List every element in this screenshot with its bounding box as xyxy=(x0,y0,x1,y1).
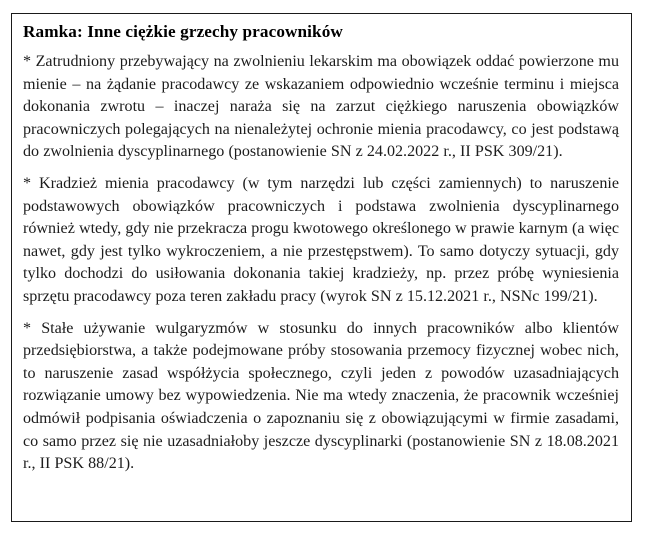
callout-paragraph: * Stałe używanie wulgaryzmów w stosunku do innych pracowników albo klientów przedsiębiorstwa, a także podejmowane próby stosowania przemocy fizycznej wobec nich, to naruszenie zasad współżycia społecznego, czyli jeden z powodów uzasadniających rozwiązanie umowy bez wypowiedzenia. Nie ma wtedy znaczenia, że pracownik wcześniej odmówił podpisania oświadczenia o zapoznaniu się z obowiązującymi w firmie zasadami, co samo przez się nie uzasadniałoby jeszcze dyscyplinarki (postanowienie SN z 18.08.2021 r., II PSK 88/21). xyxy=(23,319,619,473)
callout-box-title: Ramka: Inne ciężkie grzechy pracowników xyxy=(23,22,343,41)
callout-box xyxy=(11,13,632,522)
callout-paragraph: * Kradzież mienia pracodawcy (w tym narzędzi lub części zamiennych) to naruszenie podstawowych obowiązków pracowniczych i podstawa zwolnienia dyscyplinarnego również wtedy, gdy nie przekracza progu kwotowego określonego w prawie karnym (a więc nawet, gdy jest tylko wykroczeniem, a nie przestępstwem). To samo dotyczy sytuacji, gdy tylko dochodzi do usiłowania dokonania takiej kradzieży, np. przez próbę wyniesienia sprzętu pracodawcy poza teren zakładu pracy (wyrok SN z 15.12.2021 r., NSNc 199/21). xyxy=(23,174,619,305)
callout-paragraph: * Zatrudniony przebywający na zwolnieniu lekarskim ma obowiązek oddać powierzone mu mienie – na żądanie pracodawcy ze wskazaniem odpowiednio wcześnie terminu i miejsca dokonania zwrotu – inaczej naraża się na zarzut ciężkiego naruszenia obowiązków pracowniczych polegających na nienależytej ochronie mienia pracodawcy, co jest podstawą do zwolnienia dyscyplinarnego (postanowienie SN z 24.02.2022 r., II PSK 309/21). xyxy=(23,53,619,161)
